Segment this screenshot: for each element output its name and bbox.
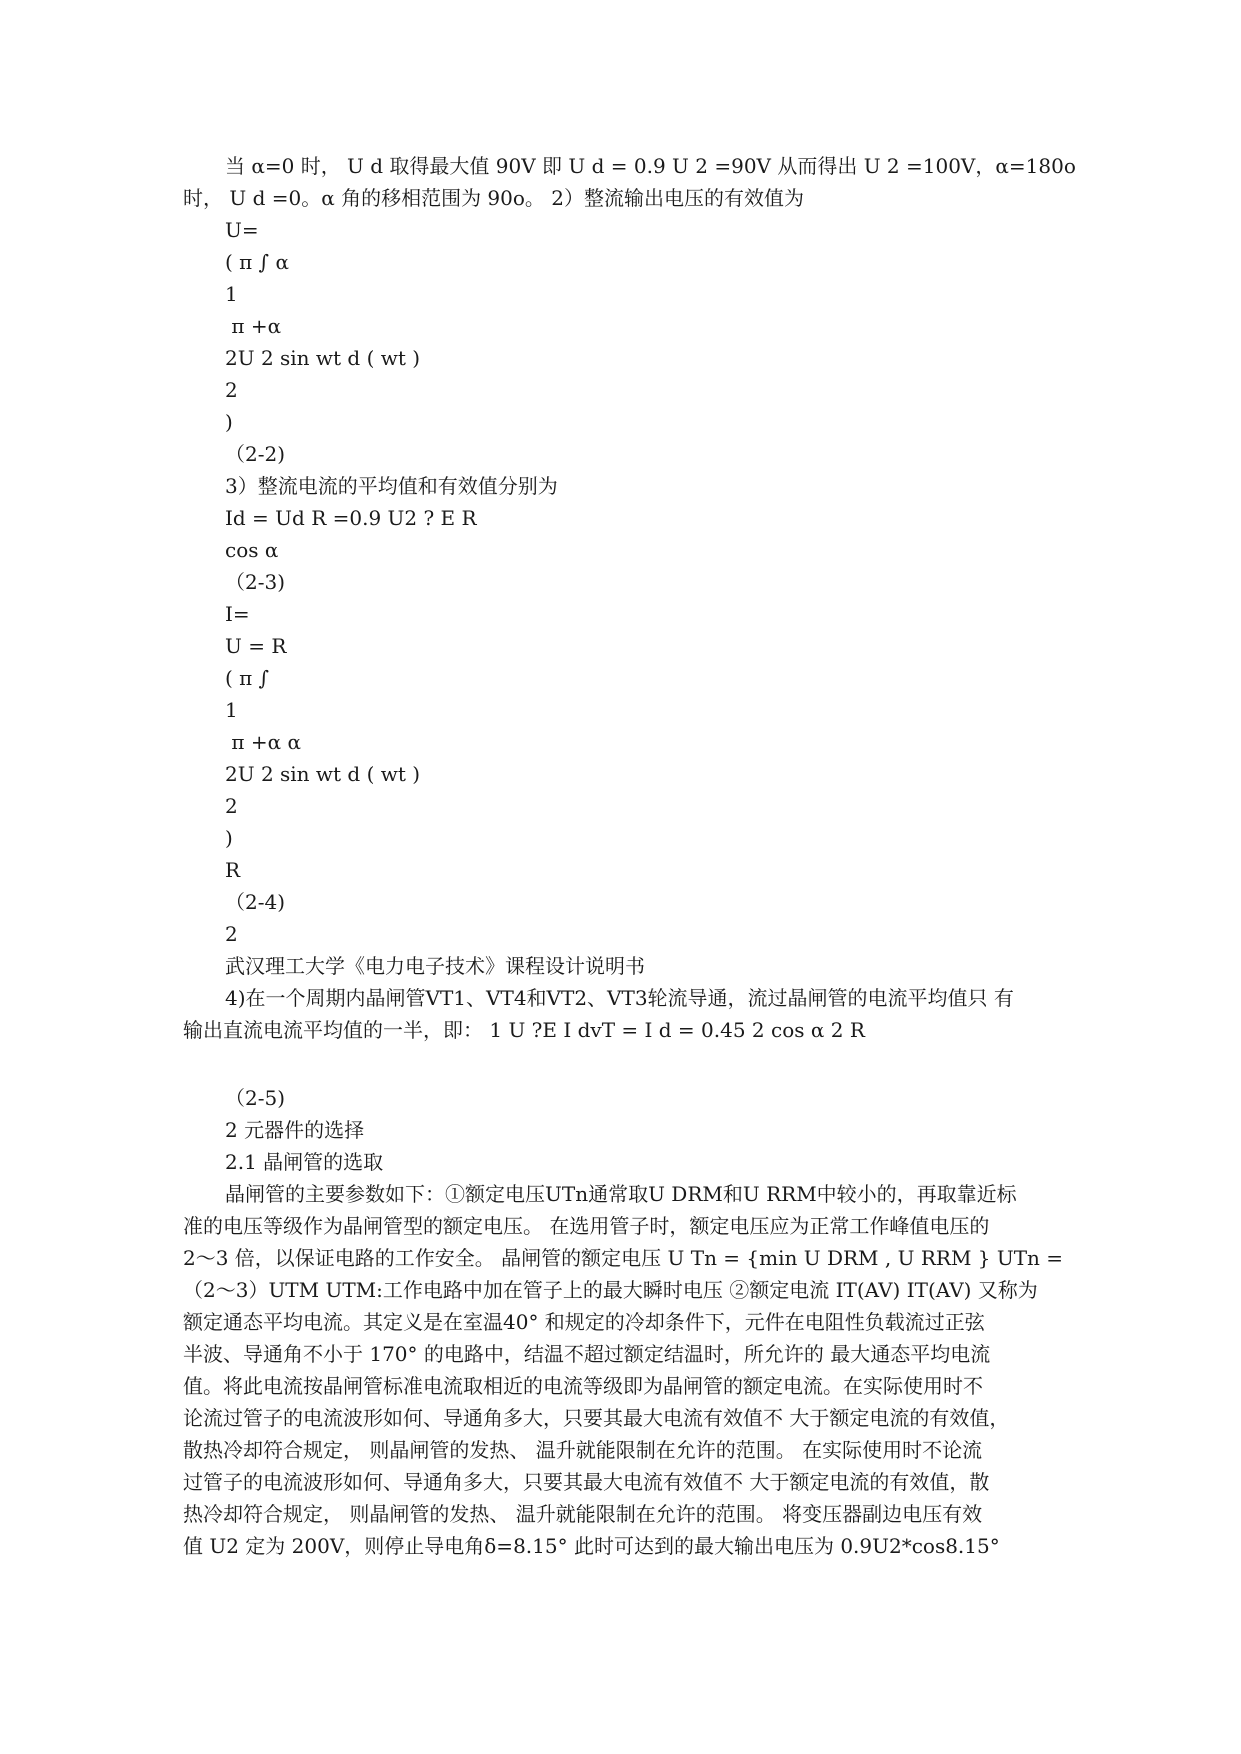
text-line: I= bbox=[225, 602, 250, 626]
text-line: ) bbox=[225, 826, 233, 850]
text-line: 当 α=0 时， U d 取得最大值 90V 即 U d = 0.9 U 2 =90V 从而得出 U 2 =100V，α=180o bbox=[225, 154, 1076, 178]
section-heading: 2 元器件的选择 bbox=[225, 1118, 365, 1142]
text-line: Id = Ud R =0.9 U2 ? E R bbox=[225, 506, 477, 530]
paragraph-line: 值 U2 定为 200V，则停止导电角δ=8.15° 此时可达到的最大输出电压为 0.9U2*cos8.15° bbox=[183, 1534, 1000, 1558]
text-line: π +α α bbox=[225, 730, 301, 754]
paragraph-line: （2～3）UTM UTM:工作电路中加在管子上的最大瞬时电压 ②额定电流 IT(AV) IT(AV) 又称为 bbox=[183, 1278, 1038, 1302]
equation-number: （2-4) bbox=[225, 890, 286, 914]
paragraph-line: 过管子的电流波形如何、导通角多大，只要其最大电流有效值不 大于额定电流的有效值，散 bbox=[183, 1470, 990, 1494]
text-line: 2 bbox=[225, 378, 238, 402]
equation-number: （2-5) bbox=[225, 1086, 286, 1110]
text-line: 3）整流电流的平均值和有效值分别为 bbox=[225, 474, 558, 498]
paragraph-line: 热冷却符合规定， 则晶闸管的发热、 温升就能限制在允许的范围。 将变压器副边电压有效 bbox=[183, 1502, 983, 1526]
text-line: ( π ∫ α bbox=[225, 250, 289, 274]
text-line: ( π ∫ bbox=[225, 666, 270, 690]
text-line: 2 bbox=[225, 794, 238, 818]
text-line: 输出直流电流平均值的一半，即： 1 U ?E I dvT = I d = 0.45 2 cos α 2 R bbox=[183, 1018, 865, 1042]
text-line: R bbox=[225, 858, 241, 882]
equation-number: （2-3) bbox=[225, 570, 286, 594]
text-line: ) bbox=[225, 410, 233, 434]
text-line: U= bbox=[225, 218, 259, 242]
paragraph-line: 额定通态平均电流。其定义是在室温40° 和规定的冷却条件下，元件在电阻性负载流过正弦 bbox=[183, 1310, 985, 1334]
text-line: 4)在一个周期内晶闸管VT1、VT4和VT2、VT3轮流导通，流过晶闸管的电流平均值只 有 bbox=[225, 986, 1014, 1010]
text-line: 2U 2 sin wt d ( wt ) bbox=[225, 762, 421, 786]
text-line: π +α bbox=[225, 314, 282, 338]
paragraph-line: 准的电压等级作为晶闸管型的额定电压。 在选用管子时，额定电压应为正常工作峰值电压的 bbox=[183, 1214, 990, 1238]
subsection-heading: 2.1 晶闸管的选取 bbox=[225, 1150, 384, 1174]
page-number: 2 bbox=[225, 922, 238, 946]
text-line: 时， U d =0。α 角的移相范围为 90o。 2）整流输出电压的有效值为 bbox=[183, 186, 805, 210]
paragraph-line: 晶闸管的主要参数如下：①额定电压UTn通常取U DRM和U RRM中较小的，再取靠近标 bbox=[225, 1182, 1017, 1206]
text-line: 1 bbox=[225, 282, 238, 306]
text-line: 2U 2 sin wt d ( wt ) bbox=[225, 346, 421, 370]
paragraph-line: 半波、导通角不小于 170° 的电路中，结温不超过额定结温时，所允许的 最大通态平均电流 bbox=[183, 1342, 991, 1366]
text-line: 1 bbox=[225, 698, 238, 722]
paragraph-line: 论流过管子的电流波形如何、导通角多大，只要其最大电流有效值不 大于额定电流的有效值， bbox=[183, 1406, 1010, 1430]
paragraph-line: 2～3 倍，以保证电路的工作安全。 晶闸管的额定电压 U Tn = {min U DRM , U RRM } UTn = bbox=[183, 1246, 1064, 1270]
equation-number: （2-2) bbox=[225, 442, 286, 466]
paragraph-line: 值。将此电流按晶闸管标准电流取相近的电流等级即为晶闸管的额定电流。在实际使用时不 bbox=[183, 1374, 983, 1398]
paragraph-line: 散热冷却符合规定， 则晶闸管的发热、 温升就能限制在允许的范围。 在实际使用时不论流 bbox=[183, 1438, 983, 1462]
text-line: cos α bbox=[225, 538, 279, 562]
running-header: 武汉理工大学《电力电子技术》课程设计说明书 bbox=[225, 954, 645, 978]
text-line: U = R bbox=[225, 634, 287, 658]
